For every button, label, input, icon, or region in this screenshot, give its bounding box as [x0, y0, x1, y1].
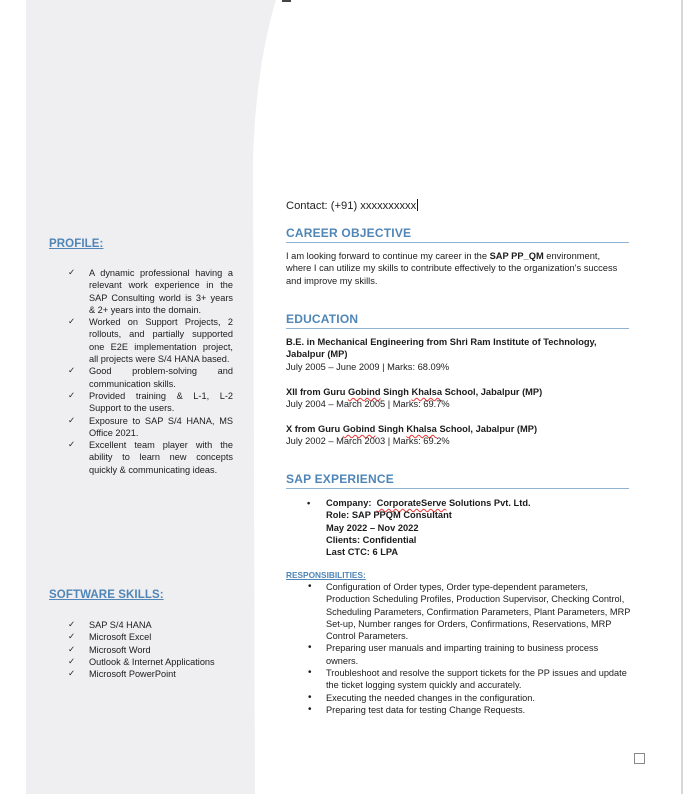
title-part: XII from Guru — [286, 387, 348, 397]
title-part: School, Jabalpur (MP) — [442, 387, 543, 397]
experience-role: Role: SAP PPQM Consultant — [326, 510, 452, 521]
title-part: School, Jabalpur (MP) — [436, 424, 538, 434]
title-part: Singh — [375, 424, 407, 434]
title-part: Khalsa — [411, 387, 443, 397]
experience-clients: Clients: Confidential — [326, 534, 417, 545]
education-entry — [286, 336, 628, 373]
bullet-icon: • — [307, 498, 311, 508]
text-cursor — [417, 199, 418, 211]
title-part: Singh — [380, 387, 412, 397]
education-heading: EDUCATION — [286, 312, 629, 329]
software-skill-item: ✓ SAP S/4 HANA — [68, 619, 233, 631]
profile-item: ✓ Excellent team player with the ability to learn new concepts quickly & communicating ideas. — [68, 439, 233, 476]
company-label: Company: — [326, 498, 377, 508]
career-text-start: I am looking forward to continue my career in the — [286, 251, 490, 261]
responsibility-item: • Troubleshoot and resolve the support tickets for the PP issues and update the ticket logging system quickly and accurately. — [307, 667, 632, 692]
title-part: X from Guru — [286, 424, 343, 434]
responsibility-item: • Configuration of Order types, Order type-dependent parameters, Production Scheduling Profiles, Production Supervisor, Checking Control, Scheduling Parameters, Confirmation Parameters, Plant Parameters, MRP Set-up, Number ranges for Orders, Confirmations, Reservations, MRP Control Parameters. — [307, 581, 632, 642]
page-top-mark — [282, 0, 291, 2]
layout-options-box[interactable] — [634, 753, 645, 764]
experience-ctc: Last CTC: 6 LPA — [326, 547, 399, 558]
profile-item: ✓ A dynamic professional having a relevant work experience in the SAP Consulting world is 3+ years & 2+ years into the domain. — [68, 267, 233, 316]
software-skills-heading: SOFTWARE SKILLS: — [49, 589, 164, 601]
education-detail: July 2004 – March 2005 | Marks: 69.7% — [286, 399, 450, 410]
education-title — [286, 386, 628, 398]
career-objective-text — [286, 250, 626, 287]
profile-item: ✓ Exposure to SAP S/4 HANA, MS Office 2021. — [68, 415, 233, 440]
profile-item: ✓ Worked on Support Projects, 2 rollouts, and partially supported one E2E implementation project, all projects were S/4 HANA based. — [68, 316, 233, 365]
experience-period: May 2022 – Nov 2022 — [326, 522, 419, 533]
responsibility-item: • Executing the needed changes in the configuration. — [307, 692, 632, 704]
education-entry — [286, 423, 628, 448]
sap-experience-heading: SAP EXPERIENCE — [286, 472, 629, 489]
software-skill-item: ✓ Microsoft PowerPoint — [68, 668, 233, 680]
company-name-part: CorporateServe — [376, 498, 447, 508]
responsibility-item: • Preparing user manuals and imparting training to business process owners. — [307, 642, 632, 667]
software-skills-list — [68, 619, 233, 680]
title-part: Khalsa — [406, 424, 437, 434]
education-detail: July 2005 – June 2009 | Marks: 68.09% — [286, 361, 450, 372]
profile-heading: PROFILE: — [49, 238, 104, 250]
title-part: Gobind — [347, 387, 381, 397]
career-text-end: environment, where I can utilize my skills to contribute effectively to the organization's success and improve my skills. — [286, 251, 618, 286]
experience-company — [326, 497, 531, 509]
education-detail: July 2002 – March 2003 | Marks: 69.2% — [286, 436, 450, 447]
career-objective-heading: CAREER OBJECTIVE — [286, 226, 629, 243]
education-title: B.E. in Mechanical Engineering from Shri Ram Institute of Technology, Jabalpur (MP) — [286, 337, 597, 360]
responsibilities-heading: RESPONSIBILITIES: — [286, 570, 366, 580]
profile-list — [68, 267, 233, 476]
software-skill-item: ✓ Microsoft Word — [68, 644, 233, 656]
career-text-highlight: SAP PP_QM — [489, 251, 544, 261]
profile-item: ✓ Provided training & L-1, L-2 Support to the users. — [68, 390, 233, 415]
education-entry — [286, 386, 628, 411]
responsibilities-list — [307, 581, 632, 716]
title-part: Gobind — [342, 424, 376, 434]
software-skill-item: ✓ Microsoft Excel — [68, 631, 233, 643]
contact-text: Contact: (+91) xxxxxxxxxx — [286, 200, 417, 212]
company-name-part: Solutions Pvt. Ltd. — [446, 498, 531, 508]
software-skill-item: ✓ Outlook & Internet Applications — [68, 656, 233, 668]
education-title — [286, 423, 628, 435]
experience-block — [307, 497, 531, 558]
profile-item: ✓ Good problem-solving and communication skills. — [68, 365, 233, 390]
contact-line[interactable] — [286, 199, 418, 212]
responsibility-item: • Preparing test data for testing Change Requests. — [307, 704, 632, 716]
